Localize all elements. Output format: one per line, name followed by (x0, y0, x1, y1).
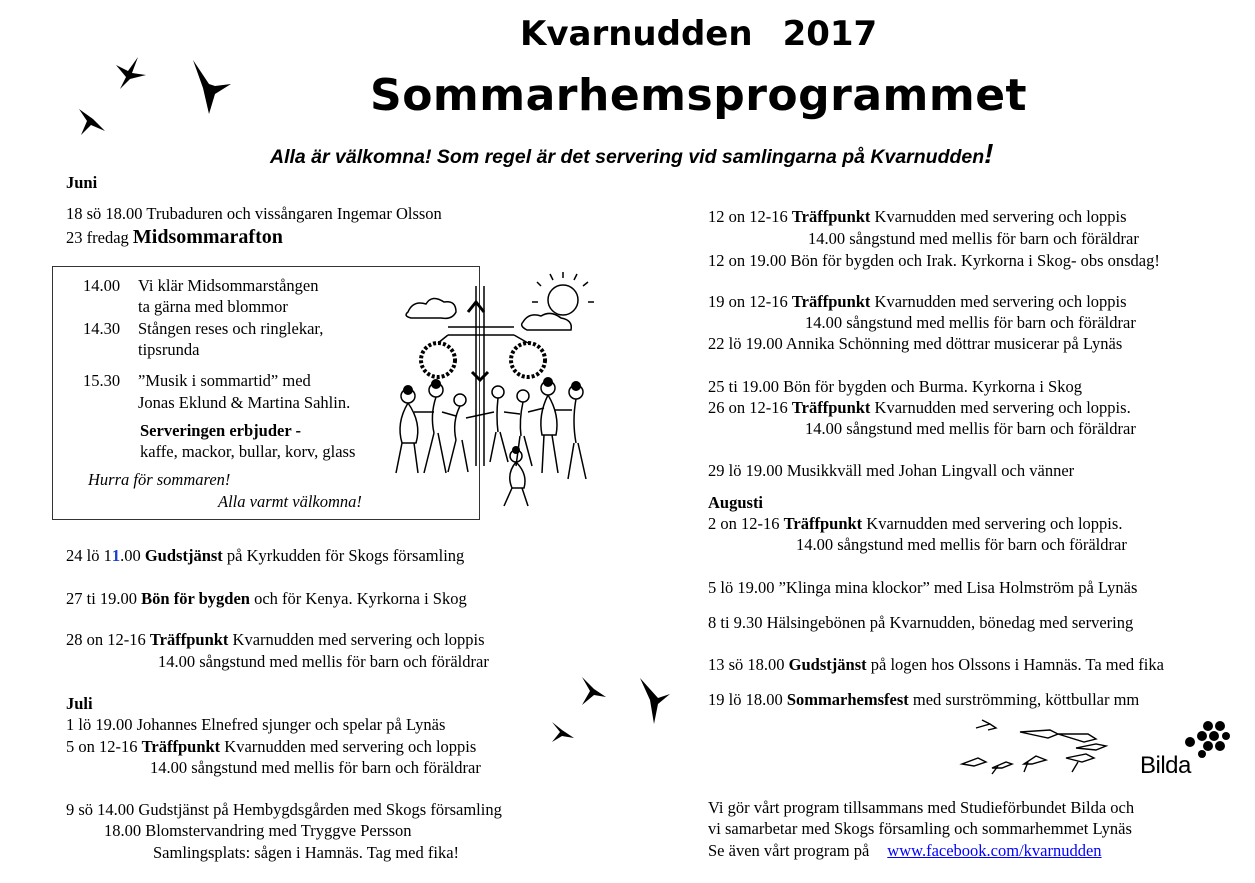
event-juli-5: 5 on 12-16 Träffpunkt Kvarnudden med servering och loppis (66, 737, 477, 756)
event-juli-22: 22 lö 19.00 Annika Schönning med döttrar musicerar på Lynäs (708, 334, 1123, 353)
facebook-link[interactable]: www.facebook.com/kvarnudden (887, 841, 1102, 860)
month-heading-juni: Juni (66, 173, 98, 192)
header-place-year (520, 14, 877, 54)
event-juni-28: 28 on 12-16 Träffpunkt Kvarnudden med servering och loppis (66, 630, 485, 649)
flying-birds-illustration (958, 718, 1128, 780)
box-time: 14.00 (83, 276, 121, 295)
month-heading-juli: Juli (66, 694, 93, 713)
box-time: 14.30 (83, 319, 121, 338)
swallow-bird-icon (548, 718, 576, 746)
event-juli-5-line2: 14.00 sångstund med mellis för barn och föräldrar (150, 758, 481, 777)
header-year: 2017 (782, 14, 878, 54)
swallow-bird-icon (578, 675, 608, 709)
event-juni-28-line2: 14.00 sångstund med mellis för barn och föräldrar (158, 652, 489, 671)
event-juli-1: 1 lö 19.00 Johannes Elnefred sjunger och spelar på Lynäs (66, 715, 446, 734)
hurra-text: Hurra för sommaren! (88, 470, 231, 489)
event-juli-19-line2: 14.00 sångstund med mellis för barn och föräldrar (805, 313, 1136, 332)
event-juli-9-line3: Samlingsplats: sågen i Hamnäs. Tag med fika! (153, 843, 460, 862)
box-line: ”Musik i sommartid” med (138, 371, 311, 390)
footer-line: Se även vårt program på www.facebook.com/kvarnudden (708, 841, 1102, 860)
swallow-bird-icon (110, 55, 150, 95)
header-place: Kvarnudden (520, 14, 753, 54)
event-juli-12-line2: 14.00 sångstund med mellis för barn och föräldrar (808, 229, 1139, 248)
event-juni-27: 27 ti 19.00 Bön för bygden och för Kenya. Kyrkorna i Skog (66, 589, 467, 608)
event-juni-24: 24 lö 11.00 Gudstjänst på Kyrkudden för Skogs församling (66, 546, 465, 565)
subtitle: Alla är välkomna! Som regel är det servering vid samlingarna på Kvarnudden! (270, 138, 994, 169)
serving-title: Serveringen erbjuder - (140, 421, 301, 440)
maypole-dance-illustration (388, 272, 613, 512)
event-juli-26-line2: 14.00 sångstund med mellis för barn och föräldrar (805, 419, 1136, 438)
box-line: Jonas Eklund & Martina Sahlin. (138, 393, 351, 412)
event-juli-12: 12 on 12-16 Träffpunkt Kvarnudden med servering och loppis (708, 207, 1127, 226)
event-aug-19: 19 lö 18.00 Sommarhemsfest med surströmming, köttbullar mm (708, 690, 1140, 709)
event-juni-18: 18 sö 18.00 Trubaduren och vissångaren Ingemar Olsson (66, 204, 442, 223)
welcome-text: Alla varmt välkomna! (218, 492, 362, 511)
event-juli-29: 29 lö 19.00 Musikkväll med Johan Lingvall och vänner (708, 461, 1075, 480)
serving-items: kaffe, mackor, bullar, korv, glass (140, 442, 356, 461)
footer-line: Vi gör vårt program tillsammans med Studieförbundet Bilda och (708, 798, 1135, 817)
swallow-bird-icon (636, 676, 672, 726)
bilda-logo-text: Bilda (1140, 752, 1191, 779)
event-juli-9: 9 sö 14.00 Gudstjänst på Hembygdsgården med Skogs församling (66, 800, 502, 819)
event-aug-5: 5 lö 19.00 ”Klinga mina klockor” med Lisa Holmström på Lynäs (708, 578, 1138, 597)
box-line: tipsrunda (138, 340, 200, 359)
swallow-bird-icon (75, 105, 109, 139)
event-juli-26: 26 on 12-16 Träffpunkt Kvarnudden med servering och loppis. (708, 398, 1131, 417)
event-aug-13: 13 sö 18.00 Gudstjänst på logen hos Olssons i Hamnäs. Ta med fika (708, 655, 1164, 674)
page-title: Sommarhemsprogrammet (370, 70, 1028, 121)
event-juli-19: 19 on 12-16 Träffpunkt Kvarnudden med servering och loppis (708, 292, 1127, 311)
box-line: Vi klär Midsommarstången (138, 276, 319, 295)
swallow-bird-icon (185, 58, 235, 118)
event-juli-12-evening: 12 on 19.00 Bön för bygden och Irak. Kyrkorna i Skog- obs onsdag! (708, 251, 1160, 270)
event-aug-8: 8 ti 9.30 Hälsingebönen på Kvarnudden, bönedag med servering (708, 613, 1134, 632)
event-juli-25: 25 ti 19.00 Bön för bygden och Burma. Kyrkorna i Skog (708, 377, 1082, 396)
event-aug-2: 2 on 12-16 Träffpunkt Kvarnudden med servering och loppis. (708, 514, 1123, 533)
month-heading-augusti: Augusti (708, 493, 764, 512)
box-time: 15.30 (83, 371, 121, 390)
box-line: Stången reses och ringlekar, (138, 319, 324, 338)
event-aug-2-line2: 14.00 sångstund med mellis för barn och föräldrar (796, 535, 1127, 554)
box-line: ta gärna med blommor (138, 297, 288, 316)
event-juli-9-line2: 18.00 Blomstervandring med Tryggve Persson (104, 821, 412, 840)
footer-line: vi samarbetar med Skogs församling och sommarhemmet Lynäs (708, 819, 1132, 838)
event-juni-23: 23 fredag Midsommarafton (66, 226, 283, 248)
